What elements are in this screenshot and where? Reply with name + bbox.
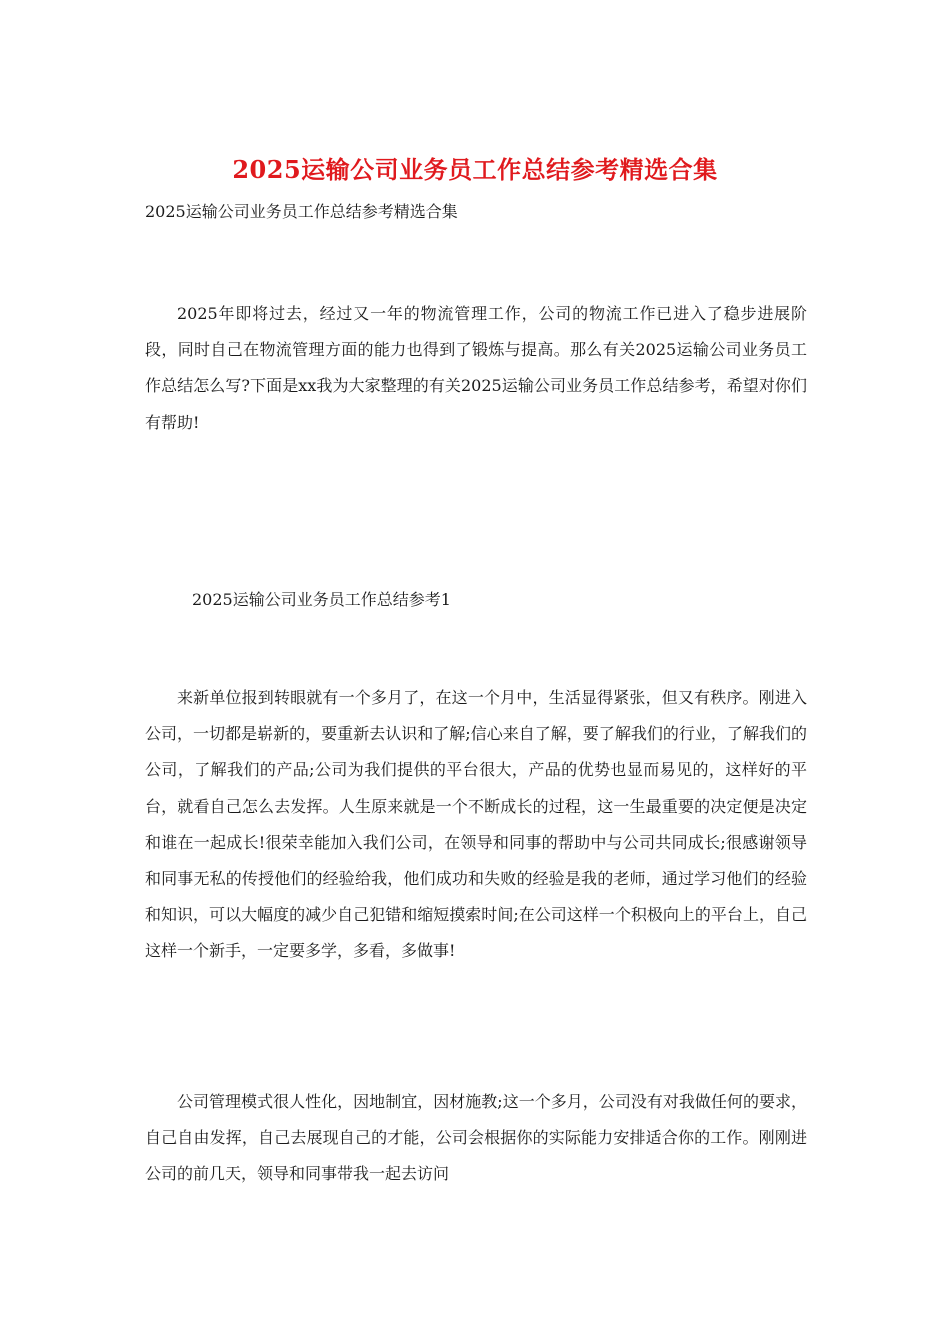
section-heading: 2025运输公司业务员工作总结参考1 [192,590,451,609]
document-title: 2025运输公司业务员工作总结参考精选合集 [232,155,718,184]
body-paragraph-1: 来新单位报到转眼就有一个多月了，在这一个月中，生活显得紧张，但又有秩序。刚进入公司，一切都是崭新的，要重新去认识和了解;信心来自了解，要了解我们的行业，了解我们的公司，了解我们的产品;公司为我们提供的平台很大，产品的优势也显而易见的，这样好的平台，就看自己怎么去发挥。人生原来就是一个不断成长的过程，这一生最重要的决定便是决定和谁在一起成长!很荣幸能加入我们公司，在领导和同事的帮助中与公司共同成长;很感谢领导和同事无私的传授他们的经验给我，他们成功和失败的经验是我的老师，通过学习他们的经验和知识，可以大幅度的减少自己犯错和缩短摸索时间;在公司这样一个积极向上的平台上，自己这样一个新手，一定要多学，多看，多做事! [145,688,807,961]
document-subtitle: 2025运输公司业务员工作总结参考精选合集 [145,202,458,221]
body-paragraph-2: 公司管理模式很人性化，因地制宜，因材施教;这一个多月，公司没有对我做任何的要求，自己自由发挥，自己去展现自己的才能，公司会根据你的实际能力安排适合你的工作。刚刚进公司的前几天，领导和同事带我一起去访问 [145,1092,807,1184]
intro-paragraph: 2025年即将过去，经过又一年的物流管理工作，公司的物流工作已进入了稳步进展阶段，同时自己在物流管理方面的能力也得到了锻炼与提高。那么有关2025运输公司业务员工作总结怎么写?下面是xx我为大家整理的有关2025运输公司业务员工作总结参考，希望对你们有帮助! [145,304,807,432]
